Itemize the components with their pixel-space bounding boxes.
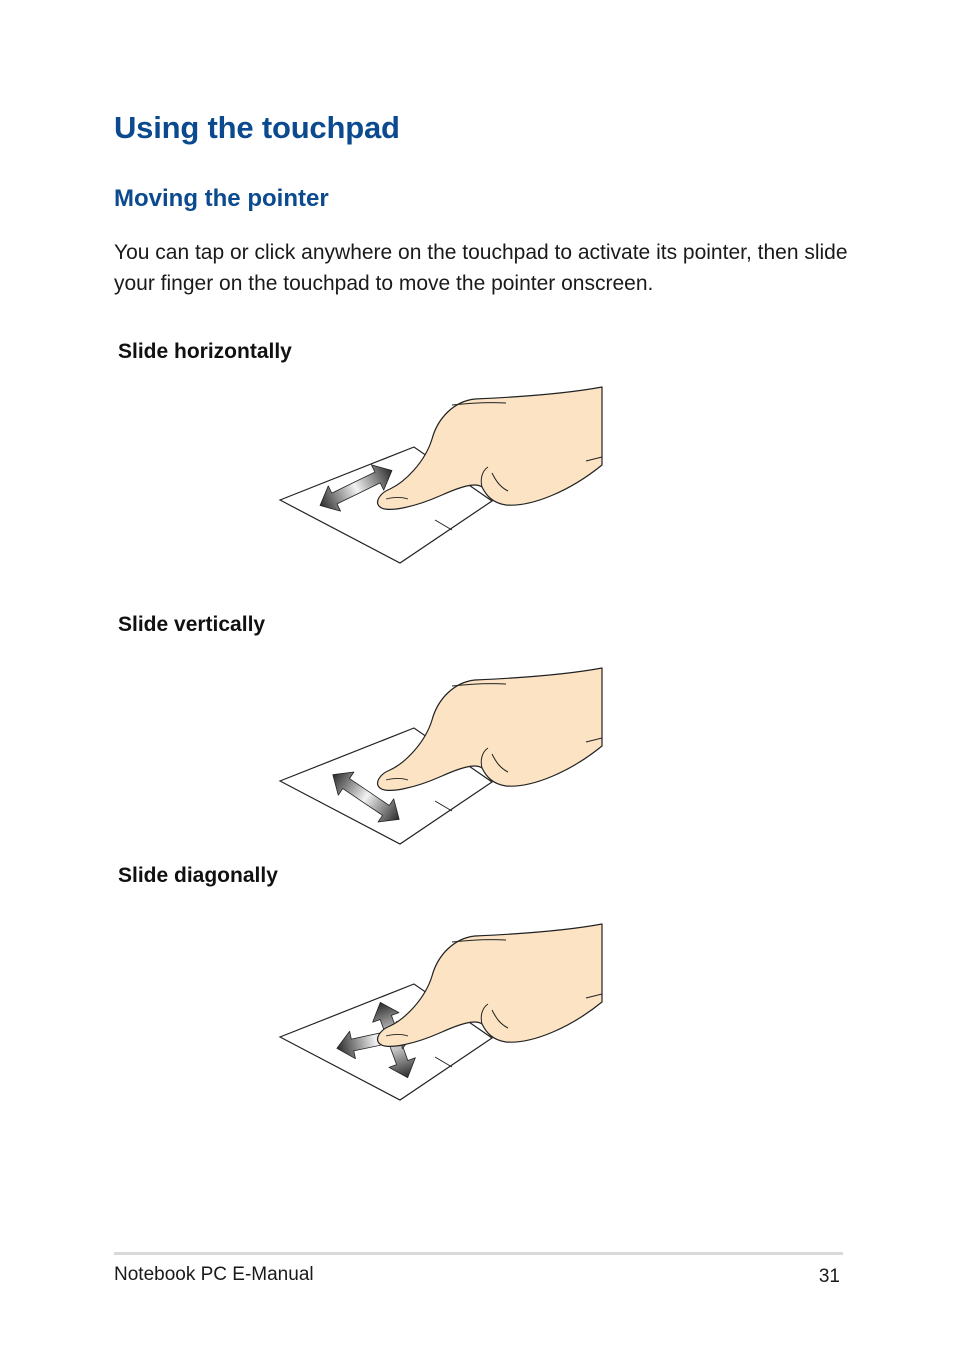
touchpad-vertical-slide-illustration [270, 666, 610, 851]
footer-manual-name: Notebook PC E-Manual [114, 1264, 314, 1285]
touchpad-diagonal-slide-illustration [270, 922, 610, 1107]
footer-divider [114, 1252, 843, 1255]
section-title: Moving the pointer [114, 185, 329, 212]
gesture-label-diagonal: Slide diagonally [118, 864, 278, 887]
page-number: 31 [818, 1266, 840, 1287]
body-paragraph: You can tap or click anywhere on the touchpad to activate its pointer, then slide your finger on the touchpad to move the pointer onscreen. [114, 241, 848, 295]
gesture-label-horizontal: Slide horizontally [118, 340, 292, 363]
page-title: Using the touchpad [114, 110, 400, 145]
touchpad-horizontal-slide-illustration [270, 385, 610, 570]
gesture-label-vertical: Slide vertically [118, 613, 266, 636]
